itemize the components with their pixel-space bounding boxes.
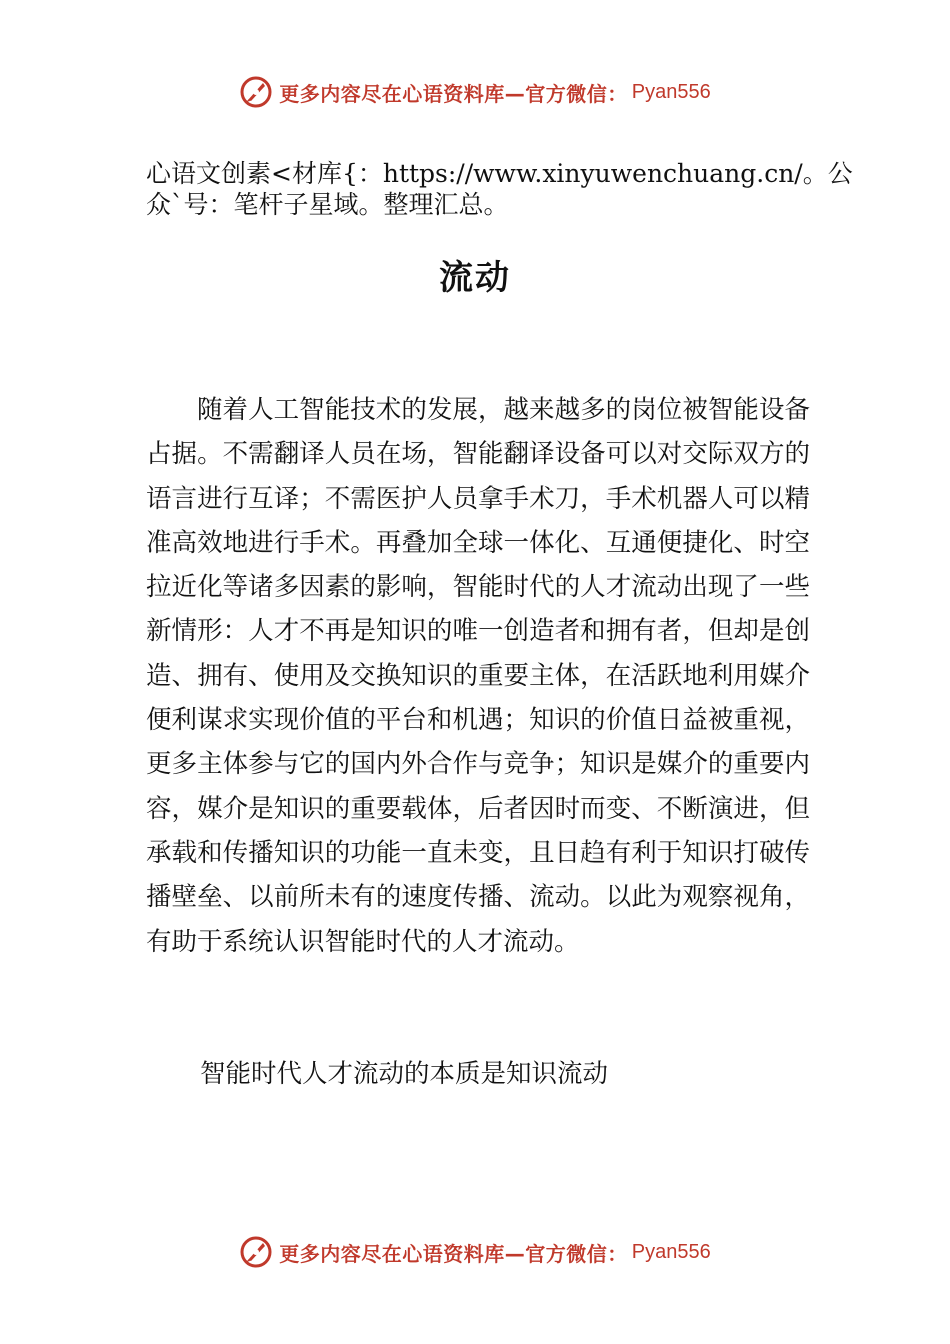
article-subheading: 智能时代人才流动的本质是知识流动 bbox=[200, 1059, 609, 1089]
footer-banner-text: 更多内容尽在心语资料库—官方微信： bbox=[279, 1241, 628, 1266]
header-banner bbox=[0, 72, 950, 112]
article-title: 流动 bbox=[439, 258, 511, 298]
footer-wechat-id: Pyan556 bbox=[631, 1240, 711, 1263]
quill-pen-logo-icon bbox=[239, 75, 273, 109]
header-banner-text: 更多内容尽在心语资料库—官方微信： bbox=[279, 81, 628, 106]
footer-banner bbox=[0, 1232, 950, 1272]
quill-pen-logo-icon bbox=[239, 1235, 273, 1269]
header-wechat-id: Pyan556 bbox=[631, 80, 711, 103]
source-notice: 心语文创素<材库{：https://www.xinyuwenchuang.cn/。公众`号：笔杆子星域。整理汇总。 bbox=[146, 159, 853, 219]
article-paragraph: 随着人工智能技术的发展，越来越多的岗位被智能设备占据。不需翻译人员在场，智能翻译设备可以对交际双方的语言进行互译；不需医护人员拿手术刀，手术机器人可以精准高效地进行手术。再叠加全球一体化、互通便捷化、时空拉近化等诸多因素的影响，智能时代的人才流动出现了一些新情形：人才不再是知识的唯一创造者和拥有者，但却是创造、拥有、使用及交换知识的重要主体，在活跃地利用媒介便利谋求实现价值的平台和机遇；知识的价值日益被重视，更多主体参与它的国内外合作与竞争；知识是媒介的重要内容，媒介是知识的重要载体，后者因时而变、不断演进，但承载和传播知识的功能一直未变，且日趋有利于知识打破传播壁垒、以前所未有的速度传播、流动。以此为观察视角，有助于系统认识智能时代的人才流动。 bbox=[146, 395, 810, 957]
